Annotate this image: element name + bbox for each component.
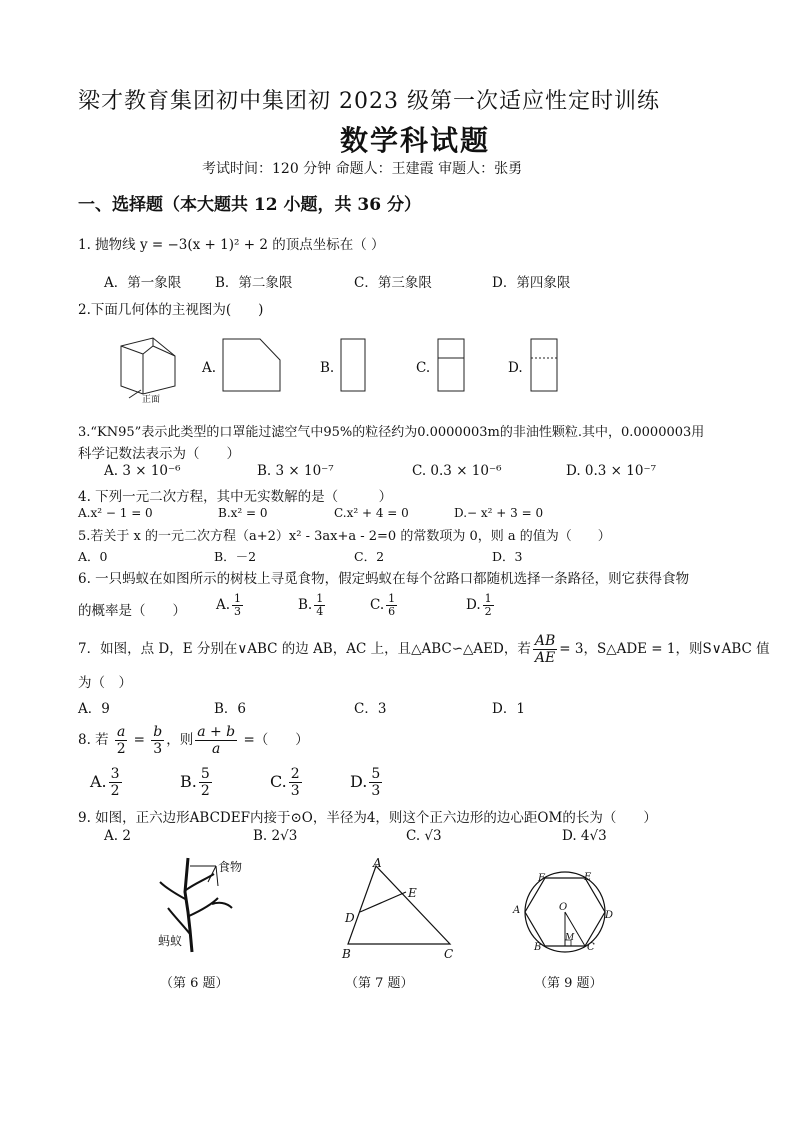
- q4-option-a: A.x² − 1 = 0: [78, 506, 153, 520]
- q2-option-d-shape: [530, 338, 558, 392]
- q3-option-b: B. 3 × 10⁻⁷: [257, 463, 334, 479]
- caption-q9: （第 9 题）: [534, 976, 603, 991]
- tri-label-c: C: [444, 947, 454, 961]
- q7-option-d: D．1: [492, 701, 525, 717]
- q4-option-b: B.x² = 0: [218, 506, 268, 520]
- exam-meta-line: 考试时间：120 分钟 命题人：王建霞 审题人：张勇: [202, 161, 523, 177]
- q8-option-d: D. $\frac{5}{3}$: [350, 766, 381, 799]
- q7-stem: 7．如图，点 D，E 分别在∨ABC 的边 AB，AC 上，且△ABC∽△AED，若 $\frac{AB}{AE}$ = 3，S△ADE = 1，则S∨ABC 值: [78, 633, 770, 666]
- exam-series-title: 梁才教育集团初中集团初 2023 级第一次适应性定时训练: [78, 89, 660, 114]
- q1-option-a: A．第一象限: [104, 275, 182, 291]
- q5-option-d: D．3: [492, 549, 523, 564]
- q2-option-b-shape: [340, 338, 366, 392]
- tri-label-a: A: [373, 856, 382, 870]
- triangle-figure: [340, 862, 460, 952]
- q9-option-a: A. 2: [104, 828, 131, 844]
- q5-option-b: B．－2: [214, 549, 257, 564]
- q1-option-d: D．第四象限: [492, 275, 571, 291]
- q5-option-a: A．0: [78, 549, 108, 564]
- tree-ant-label: 蚂蚁: [158, 934, 183, 948]
- tri-label-d: D: [345, 911, 355, 925]
- hex-label-o: O: [559, 902, 568, 913]
- q8-option-c: C. $\frac{2}{3}$: [270, 766, 300, 799]
- q3-option-c: C. 0.3 × 10⁻⁶: [412, 463, 502, 479]
- q8-stem: 8. 若 $\frac{a}{2}$ = $\frac{b}{3}$ ，则 $\frac{a + b}{a}$ =（ ）: [78, 724, 309, 757]
- q2-option-c-label: C.: [416, 360, 431, 376]
- q2-option-a-shape: [222, 338, 282, 392]
- q6-option-c: C. $\frac{1}{6}$: [370, 592, 396, 618]
- tri-label-e: E: [408, 886, 417, 900]
- q6-stem-line1: 6. 一只蚂蚁在如图所示的树枝上寻觅食物，假定蚂蚁在每个岔路口都随机选择一条路径，则它获得食物: [78, 571, 690, 587]
- section-heading: 一、选择题（本大题共 12 小题，共 36 分）: [78, 195, 421, 215]
- q3-stem-line1: 3.“KN95”表示此类型的口罩能过滤空气中95%的粒径约为0.0000003m的非油性颗粒.其中，0.0000003用: [78, 425, 705, 440]
- q6-option-b: B. $\frac{1}{4}$: [298, 592, 324, 618]
- q3-option-a: A. 3 × 10⁻⁶: [104, 463, 181, 479]
- q1-option-b: B．第二象限: [215, 275, 293, 291]
- hex-label-d: D: [605, 910, 614, 921]
- q6-stem-line2: 的概率是（ ）: [78, 603, 186, 619]
- hex-label-c: C: [587, 942, 595, 953]
- q7-option-b: B．6: [214, 701, 247, 717]
- q4-option-c: C.x² + 4 = 0: [334, 506, 409, 520]
- q9-option-d: D. 4√3: [562, 828, 607, 844]
- hex-label-f: F: [538, 873, 545, 884]
- q2-option-a-label: A.: [202, 360, 217, 376]
- hex-label-b: B: [534, 942, 542, 953]
- q6-option-a: A. $\frac{1}{3}$: [216, 592, 242, 618]
- q6-option-d: D. $\frac{1}{2}$: [466, 592, 492, 618]
- q9-stem: 9. 如图，正六边形ABCDEF内接于⊙O，半径为4，则这个正六边形的边心距OM的长为（ ）: [78, 810, 657, 826]
- q1-stem: 1. 抛物线 y = −3(x + 1)² + 2 的顶点坐标在（ ）: [78, 237, 385, 253]
- q3-option-d: D. 0.3 × 10⁻⁷: [566, 463, 657, 479]
- q7-stem-line2: 为（ ）: [78, 675, 132, 691]
- q8-option-b: B. $\frac{5}{2}$: [180, 766, 210, 799]
- q2-option-b-label: B.: [320, 360, 335, 376]
- hex-label-a: A: [513, 905, 521, 916]
- q3-stem-line2: 科学记数法表示为（ ）: [78, 446, 240, 462]
- caption-q7: （第 7 题）: [345, 976, 414, 991]
- q2-option-c-shape: [437, 338, 465, 392]
- q8-option-a: A. $\frac{3}{2}$: [90, 766, 120, 799]
- q2-option-d-label: D.: [508, 360, 523, 376]
- q4-stem: 4. 下列一元二次方程，其中无实数解的是（ ）: [78, 489, 393, 505]
- q5-option-c: C．2: [354, 549, 385, 564]
- q7-option-a: A．9: [78, 701, 110, 717]
- q1-option-c: C．第三象限: [354, 275, 432, 291]
- q4-option-d: D.− x² + 3 = 0: [454, 506, 544, 520]
- q7-option-c: C．3: [354, 701, 387, 717]
- q5-stem: 5.若关于 x 的一元二次方程（a+2）x² - 3ax+a - 2=0 的常数项为 0，则 a 的值为（ ）: [78, 529, 611, 544]
- hex-label-m: M: [565, 933, 575, 943]
- q2-front-label: 正面: [142, 395, 161, 405]
- subject-title: 数学科试题: [340, 124, 491, 157]
- q9-option-c: C. √3: [406, 828, 442, 844]
- caption-q6: （第 6 题）: [160, 976, 229, 991]
- tree-food-label: 食物: [218, 860, 243, 874]
- q2-stem: 2.下面几何体的主视图为( ): [78, 302, 264, 318]
- q9-option-b: B. 2√3: [253, 828, 298, 844]
- tri-label-b: B: [342, 947, 351, 961]
- hex-label-e: E: [584, 872, 592, 883]
